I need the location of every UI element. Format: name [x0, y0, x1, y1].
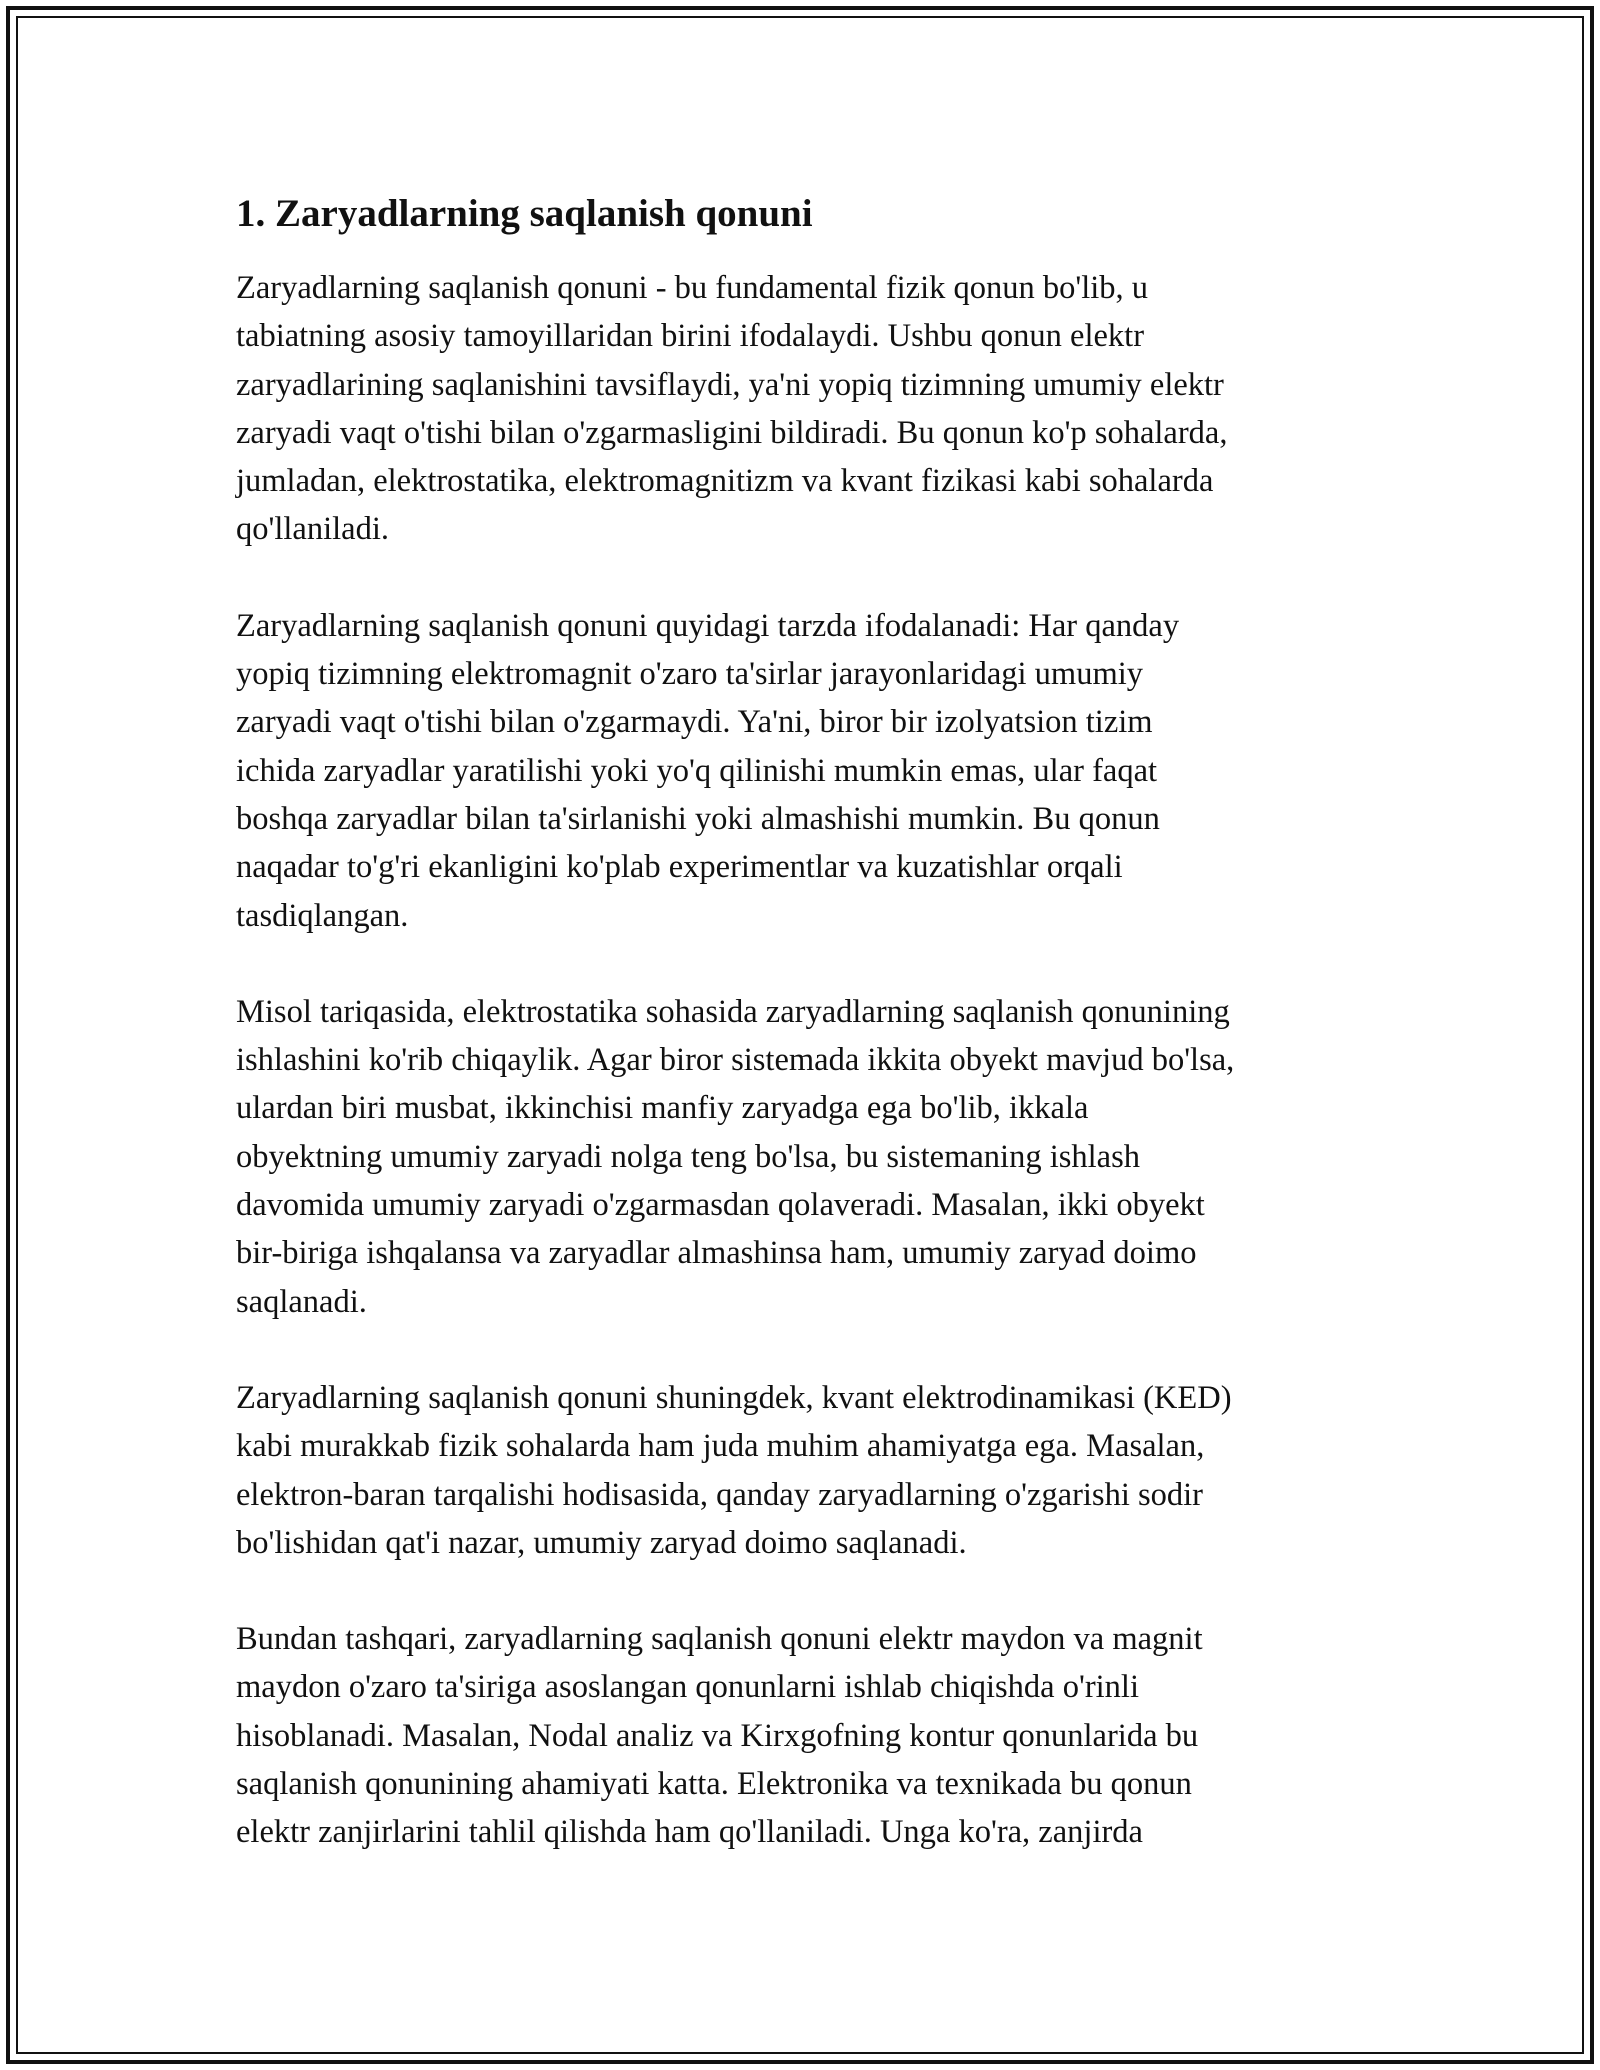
paragraph-line: jumladan, elektrostatika, elektromagnitizm va kvant fizikasi kabi sohalarda: [236, 463, 1214, 500]
paragraph-line: kabi murakkab fizik sohalarda ham juda muhim ahamiyatga ega. Masalan,: [236, 1428, 1205, 1465]
paragraph-1: [236, 264, 1396, 554]
paragraph-line: maydon o'zaro ta'siriga asoslangan qonunlarni ishlab chiqishda o'rinli: [236, 1669, 1139, 1706]
paragraph-line: ichida zaryadlar yaratilishi yoki yo'q qilinishi mumkin emas, ular faqat: [236, 752, 1158, 789]
section-heading: 1. Zaryadlarning saqlanish qonuni: [236, 192, 813, 235]
paragraph-line: saqlanadi.: [236, 1283, 367, 1320]
paragraph-line: yopiq tizimning elektromagnit o'zaro ta'sirlar jarayonlaridagi umumiy: [236, 656, 1144, 693]
document-body: [236, 188, 1396, 1905]
paragraph-line: obyektning umumiy zaryadi nolga teng bo'lsa, bu sistemaning ishlash: [236, 1138, 1140, 1175]
paragraph-line: zaryadi vaqt o'tishi bilan o'zgarmaydi. Ya'ni, biror bir izolyatsion tizim: [236, 704, 1153, 741]
paragraph-2: [236, 602, 1396, 940]
paragraph-list: [236, 264, 1396, 1857]
paragraph-line: Misol tariqasida, elektrostatika sohasida zaryadlarning saqlanish qonunining: [236, 993, 1230, 1030]
paragraph-line: elektron-baran tarqalishi hodisasida, qanday zaryadlarning o'zgarishi sodir: [236, 1476, 1203, 1513]
paragraph-line: Zaryadlarning saqlanish qonuni shuningdek, kvant elektrodinamikasi (KED): [236, 1379, 1232, 1416]
paragraph-5: [236, 1615, 1396, 1856]
paragraph-line: zaryadlarining saqlanishini tavsiflaydi, ya'ni yopiq tizimning umumiy elektr: [236, 366, 1224, 403]
paragraph-line: hisoblanadi. Masalan, Nodal analiz va Kirxgofning kontur qonunlarida bu: [236, 1717, 1199, 1754]
paragraph-3: [236, 988, 1396, 1326]
paragraph-line: boshqa zaryadlar bilan ta'sirlanishi yoki almashishi mumkin. Bu qonun: [236, 800, 1160, 837]
paragraph-line: elektr zanjirlarini tahlil qilishda ham qo'llaniladi. Unga ko'ra, zanjirda: [236, 1814, 1143, 1851]
paragraph-line: qo'llaniladi.: [236, 511, 389, 548]
paragraph-line: Zaryadlarning saqlanish qonuni - bu fundamental fizik qonun bo'lib, u: [236, 270, 1149, 306]
paragraph-4: [236, 1374, 1396, 1567]
paragraph-line: zaryadi vaqt o'tishi bilan o'zgarmasligini bildiradi. Bu qonun ko'p sohalarda,: [236, 414, 1228, 451]
paragraph-line: ishlashini ko'rib chiqaylik. Agar biror sistemada ikkita obyekt mavjud bo'lsa,: [236, 1042, 1235, 1079]
paragraph-line: bo'lishidan qat'i nazar, umumiy zaryad doimo saqlanadi.: [236, 1524, 967, 1561]
paragraph-line: bir-biriga ishqalansa va zaryadlar almashinsa ham, umumiy zaryad doimo: [236, 1235, 1197, 1272]
paragraph-line: saqlanish qonunining ahamiyati katta. Elektronika va texnikada bu qonun: [236, 1766, 1192, 1803]
paragraph-line: Zaryadlarning saqlanish qonuni quyidagi tarzda ifodalanadi: Har qanday: [236, 607, 1180, 644]
paragraph-line: ulardan biri musbat, ikkinchisi manfiy zaryadga ega bo'lib, ikkala: [236, 1090, 1089, 1127]
paragraph-line: davomida umumiy zaryadi o'zgarmasdan qolaveradi. Masalan, ikki obyekt: [236, 1187, 1205, 1224]
paragraph-line: naqadar to'g'ri ekanligini ko'plab experimentlar va kuzatishlar orqali: [236, 849, 1123, 886]
paragraph-line: tasdiqlangan.: [236, 897, 409, 934]
paragraph-line: tabiatning asosiy tamoyillaridan birini ifodalaydi. Ushbu qonun elektr: [236, 318, 1145, 355]
paragraph-line: Bundan tashqari, zaryadlarning saqlanish qonuni elektr maydon va magnit: [236, 1621, 1203, 1658]
